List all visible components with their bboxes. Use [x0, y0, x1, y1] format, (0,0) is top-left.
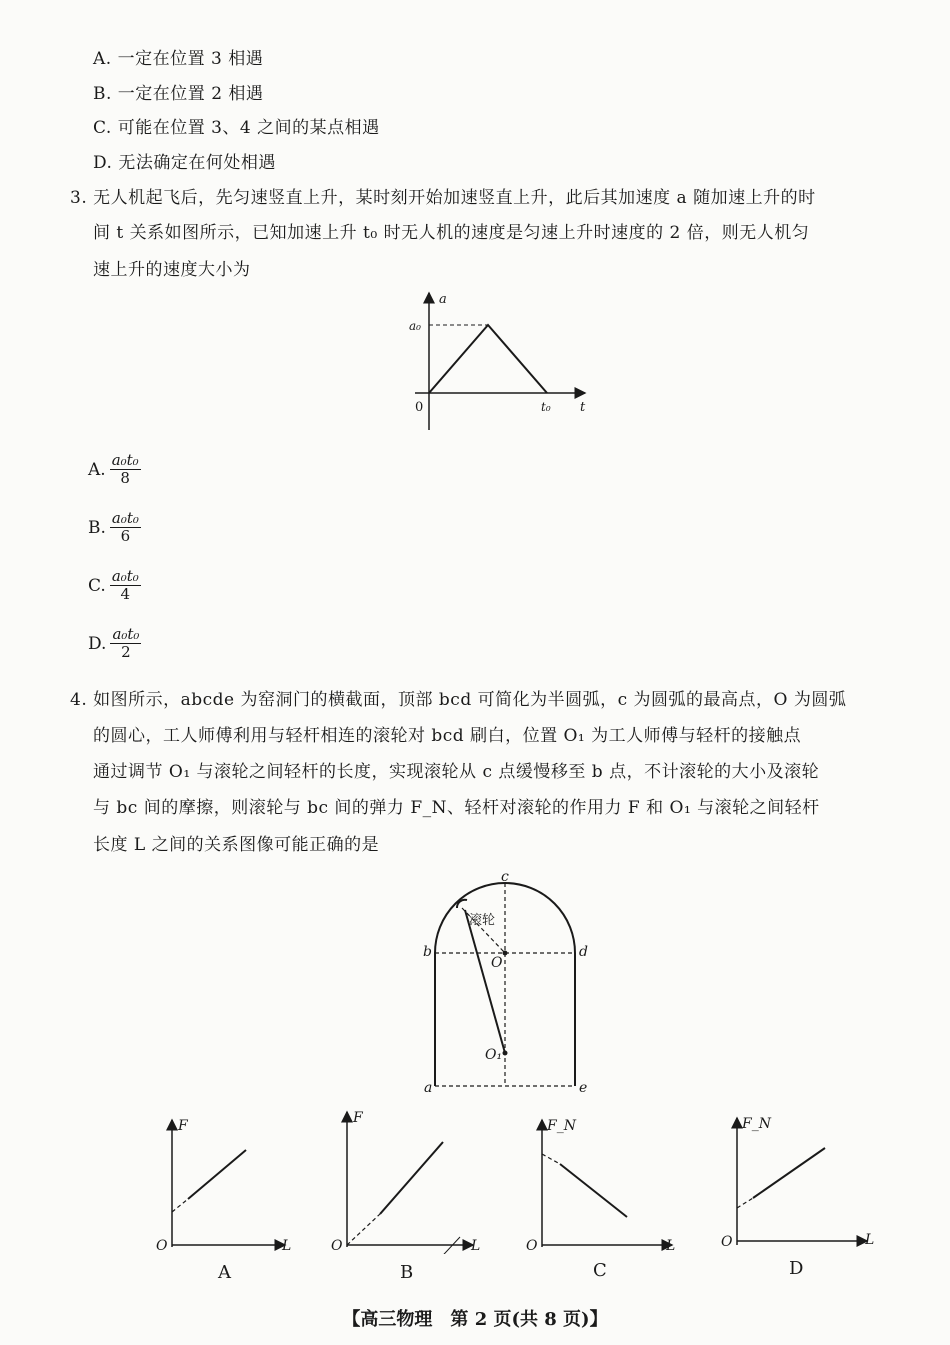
q4-roller-label: 滚轮 [469, 913, 496, 928]
q3-stem-line-1: 3. 无人机起飞后，先匀速竖直上升，某时刻开始加速竖直上升，此后其加速度 a 随加速上升的时 [70, 188, 816, 208]
q4-graph-a-letter: A [218, 1262, 231, 1283]
q3-option-d [88, 626, 141, 661]
q3-option-c-num: a₀t₀ [111, 567, 139, 585]
q4-stem-line-4: 与 bc 间的摩擦，则滚轮与 bc 间的弹力 F_N、轻杆对滚轮的作用力 F 和 O₁ 与滚轮之间轻杆 [93, 798, 820, 818]
q4-graph-c-letter: C [593, 1260, 607, 1281]
q4-graph-c-origin: O [526, 1238, 538, 1254]
q4-graph-c-y: F_N [547, 1118, 576, 1134]
q4-stem-line-2: 的圆心，工人师傅利用与轻杆相连的滚轮对 bcd 刷白，位置 O₁ 为工人师傅与轻杆的接触点 [93, 726, 802, 746]
q4-label-o1: O₁ [485, 1047, 503, 1063]
q4-graph-b-line [380, 1142, 443, 1214]
q2-option-a: A. 一定在位置 3 相遇 [93, 49, 264, 69]
q4-graph-c-line [560, 1164, 627, 1217]
q4-label-a: a [424, 1080, 433, 1096]
q3-option-d-label: D. [88, 633, 107, 654]
q4-graph-b-y: F [353, 1110, 363, 1126]
q3-at-curve [429, 325, 547, 393]
q4-graph-b-x: L [471, 1238, 481, 1254]
q4-graph-d-line [753, 1148, 825, 1198]
q4-graph-c [520, 1112, 685, 1257]
q3-end-label: t₀ [541, 400, 551, 414]
q3-option-b-den: 6 [120, 527, 131, 545]
q4-stem-line-3: 通过调节 O₁ 与滚轮之间轻杆的长度，实现滚轮从 c 点缓慢移至 b 点，不计滚轮的大小及滚轮 [93, 762, 820, 782]
q4-stem-line-5: 长度 L 之间的关系图像可能正确的是 [93, 835, 380, 855]
q3-option-d-den: 2 [121, 643, 131, 661]
q4-graph-b-origin: O [331, 1238, 343, 1254]
q4-graph-a-line [188, 1150, 246, 1199]
q3-y-label: a [439, 292, 447, 307]
q3-stem-line-2: 间 t 关系如图所示，已知加速上升 t₀ 时无人机的速度是匀速上升时速度的 2 倍，则无人机匀 [93, 223, 810, 243]
page-footer: 【高三物理 第 2 页(共 8 页)】 [342, 1309, 608, 1330]
q2-option-c: C. 可能在位置 3、4 之间的某点相遇 [93, 118, 380, 138]
q4-label-e: e [579, 1080, 588, 1096]
q4-label-b: b [423, 944, 432, 960]
q3-origin-label: 0 [415, 400, 424, 415]
q4-graph-d-x: L [865, 1232, 875, 1248]
q4-light-rod [465, 910, 505, 1053]
q4-graph-c-x: L [666, 1238, 676, 1254]
q3-option-b-num: a₀t₀ [111, 509, 139, 527]
q4-graph-a-x: L [282, 1238, 292, 1254]
q4-graph-a [150, 1112, 300, 1257]
q3-peak-label: a₀ [409, 319, 421, 333]
q3-option-a-den: 8 [120, 469, 130, 487]
q3-option-b [88, 510, 141, 545]
q4-graph-d [715, 1110, 885, 1255]
q4-graph-b-letter: B [400, 1262, 414, 1283]
q4-graph-d-letter: D [789, 1258, 804, 1279]
q3-option-d-num: a₀t₀ [112, 625, 140, 643]
q4-graph-b [325, 1104, 490, 1254]
q3-at-graph [395, 285, 595, 435]
q3-option-b-label: B. [88, 517, 106, 538]
q3-option-a-num: a₀t₀ [111, 451, 139, 469]
q4-label-o: O [491, 955, 503, 971]
q3-stem-line-3: 速上升的速度大小为 [93, 260, 251, 280]
q3-x-label: t [580, 400, 586, 415]
q4-cave-door-diagram [415, 868, 595, 1096]
q4-label-d: d [579, 944, 588, 960]
q4-graph-a-origin: O [156, 1238, 168, 1254]
q3-option-a [88, 452, 141, 487]
q4-label-c: c [501, 869, 509, 885]
q4-graph-d-y: F_N [742, 1116, 771, 1132]
q4-graph-d-origin: O [721, 1234, 733, 1250]
q3-option-a-label: A. [88, 459, 106, 480]
q3-option-c [88, 568, 141, 603]
q2-option-d: D. 无法确定在何处相遇 [93, 153, 276, 173]
q3-option-c-label: C. [88, 575, 106, 596]
q4-graph-a-y: F [178, 1118, 188, 1134]
q2-option-b: B. 一定在位置 2 相遇 [93, 84, 264, 104]
q3-option-c-den: 4 [120, 585, 131, 603]
q4-stem-line-1: 4. 如图所示，abcde 为窑洞门的横截面，顶部 bcd 可简化为半圆弧，c 为圆弧的最高点，O 为圆弧 [70, 690, 847, 710]
